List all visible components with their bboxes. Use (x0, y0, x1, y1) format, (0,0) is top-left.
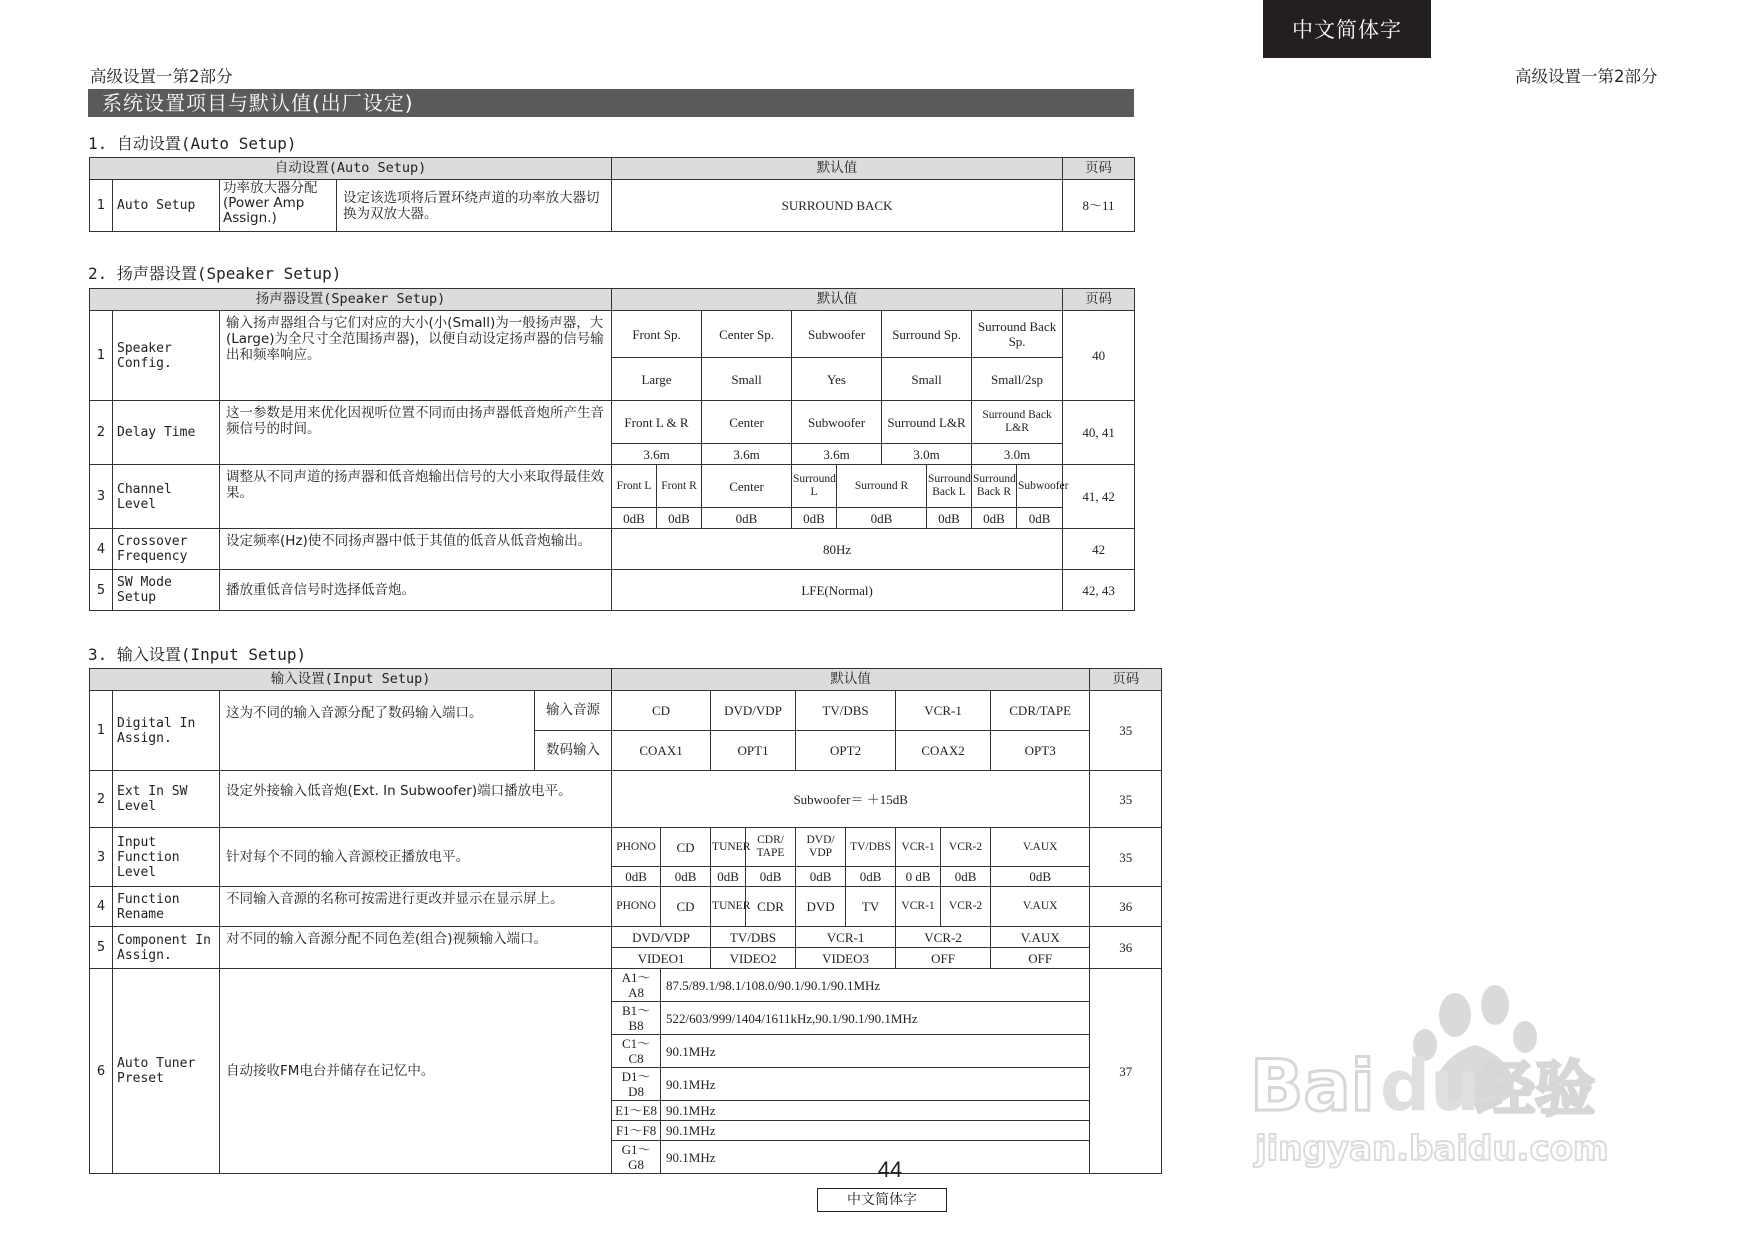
input-source: CD (612, 691, 711, 731)
svg-text:Bai: Bai (1250, 1045, 1375, 1127)
default-value: LFE(Normal) (612, 570, 1063, 611)
function-name: TV (846, 887, 896, 927)
default-value: 0dB (702, 508, 792, 529)
section-2-title: 2. 扬声器设置(Speaker Setup) (88, 264, 342, 283)
function-name: VCR-2 (941, 887, 991, 927)
preset-band: E1～E8 (612, 1101, 661, 1121)
preset-band: B1～B8 (612, 1002, 661, 1035)
setting-description: 这一参数是用来优化因视听位置不同而由扬声器低音炮所产生音频信号的时间。 (220, 401, 612, 465)
table-header: 输入设置(Input Setup) (90, 669, 612, 691)
default-value: Small/2sp (972, 358, 1063, 401)
section-3-title: 3. 输入设置(Input Setup) (88, 645, 307, 664)
setting-name: Auto Tuner Preset (113, 969, 220, 1174)
function-name: CD (661, 887, 711, 927)
default-value: SURROUND BACK (612, 180, 1063, 232)
input-source: CDR/TAPE (991, 691, 1090, 731)
page-title: 系统设置项目与默认值(出厂设定) (88, 89, 1134, 117)
default-value: 0dB (846, 867, 896, 887)
default-value: 3.0m (972, 444, 1063, 465)
preset-value: 90.1MHz (661, 1141, 1090, 1174)
function-name: VCR-1 (896, 887, 941, 927)
row-number: 6 (90, 969, 113, 1174)
table-header: 默认值 (612, 158, 1063, 180)
function-label: TUNER (711, 828, 746, 867)
channel-label: Surround R (837, 465, 927, 508)
setting-name: SW Mode Setup (113, 570, 220, 611)
setting-description: 设定频率(Hz)使不同扬声器中低于其值的低音从低音炮输出。 (220, 529, 612, 570)
page-ref: 40 (1063, 311, 1135, 401)
digital-input: COAX1 (612, 731, 711, 771)
speaker-label: Surround Back Sp. (972, 311, 1063, 358)
page-ref: 37 (1090, 969, 1162, 1174)
preset-value: 87.5/89.1/98.1/108.0/90.1/90.1/90.1MHz (661, 969, 1090, 1002)
row-number: 1 (90, 180, 113, 232)
svg-text:经验: 经验 (1475, 1055, 1595, 1125)
setting-name: Auto Setup (113, 180, 220, 232)
digital-input-label: 数码输入 (535, 731, 612, 771)
preset-value: 90.1MHz (661, 1068, 1090, 1101)
section-header-right: 高级设置一第2部分 (1515, 67, 1658, 86)
default-value: 3.6m (702, 444, 792, 465)
input-source: TV/DBS (796, 691, 896, 731)
setting-description: 设定外接输入低音炮(Ext. In Subwoofer)端口播放电平。 (220, 771, 612, 828)
preset-band: C1～C8 (612, 1035, 661, 1068)
table-header: 默认值 (612, 669, 1090, 691)
row-number: 3 (90, 828, 113, 887)
preset-value: 90.1MHz (661, 1035, 1090, 1068)
page-ref: 36 (1090, 887, 1162, 927)
speaker-label: Center Sp. (702, 311, 792, 358)
setting-name: Speaker Config. (113, 311, 220, 401)
channel-label: Center (702, 465, 792, 508)
digital-input: COAX2 (896, 731, 991, 771)
speaker-label: Surround Back L&R (972, 401, 1063, 444)
setting-description: 调整从不同声道的扬声器和低音炮输出信号的大小来取得最佳效果。 (220, 465, 612, 529)
default-value: 0dB (711, 867, 746, 887)
default-value: Small (702, 358, 792, 401)
setting-name: Delay Time (113, 401, 220, 465)
setting-subname: 功率放大器分配(Power Amp Assign.) (220, 180, 337, 232)
page-ref: 35 (1090, 828, 1162, 887)
component-label: VCR-2 (896, 927, 991, 948)
input-source-label: 输入音源 (535, 691, 612, 731)
page-ref: 42, 43 (1063, 570, 1135, 611)
preset-band: A1～A8 (612, 969, 661, 1002)
setting-description: 自动接收FM电台并储存在记忆中。 (220, 969, 612, 1174)
speaker-label: Subwoofer (792, 401, 882, 444)
setting-name: Channel Level (113, 465, 220, 529)
speaker-label: Front Sp. (612, 311, 702, 358)
page-ref: 35 (1090, 771, 1162, 828)
component-label: DVD/VDP (612, 927, 711, 948)
setting-description: 不同输入音源的名称可按需进行更改并显示在显示屏上。 (220, 887, 612, 927)
default-value: 0dB (927, 508, 972, 529)
function-name: CDR (746, 887, 796, 927)
default-value: 80Hz (612, 529, 1063, 570)
default-value: 0dB (657, 508, 702, 529)
preset-value: 522/603/999/1404/1611kHz,90.1/90.1/90.1MHz (661, 1002, 1090, 1035)
function-label: VCR-1 (896, 828, 941, 867)
default-value: 0dB (792, 508, 837, 529)
default-value: Small (882, 358, 972, 401)
page-ref: 36 (1090, 927, 1162, 969)
channel-label: Surround Back R (972, 465, 1017, 508)
preset-band: D1～D8 (612, 1068, 661, 1101)
input-setup-table (89, 668, 1162, 1174)
channel-label: Front R (657, 465, 702, 508)
setting-name: Component In Assign. (113, 927, 220, 969)
setting-description: 针对每个不同的输入音源校正播放电平。 (220, 828, 612, 887)
row-number: 4 (90, 887, 113, 927)
language-tab: 中文简体字 (1263, 0, 1431, 58)
setting-name: Digital In Assign. (113, 691, 220, 771)
default-value: 0dB (746, 867, 796, 887)
row-number: 2 (90, 771, 113, 828)
row-number: 1 (90, 311, 113, 401)
setting-description: 设定该选项将后置环绕声道的功率放大器切换为双放大器。 (337, 180, 612, 232)
speaker-label: Surround L&R (882, 401, 972, 444)
setting-description: 这为不同的输入音源分配了数码输入端口。 (220, 691, 535, 771)
default-value: 0dB (661, 867, 711, 887)
page-ref: 41, 42 (1063, 465, 1135, 529)
page-ref: 8～11 (1063, 180, 1135, 232)
function-label: TV/DBS (846, 828, 896, 867)
setting-description: 播放重低音信号时选择低音炮。 (220, 570, 612, 611)
default-value: VIDEO3 (796, 948, 896, 969)
digital-input: OPT1 (711, 731, 796, 771)
section-header-left: 高级设置一第2部分 (90, 67, 233, 86)
function-name: V.AUX (991, 887, 1090, 927)
row-number: 5 (90, 927, 113, 969)
default-value: 0dB (991, 867, 1090, 887)
component-label: V.AUX (991, 927, 1090, 948)
function-name: DVD (796, 887, 846, 927)
function-label: CDR/ TAPE (746, 828, 796, 867)
row-number: 4 (90, 529, 113, 570)
default-value: Subwoofer＝ ＋15dB (612, 771, 1090, 828)
page-number: 44 (877, 1157, 903, 1182)
svg-text:du: du (1380, 1045, 1480, 1127)
page-ref: 40, 41 (1063, 401, 1135, 465)
speaker-label: Subwoofer (792, 311, 882, 358)
default-value: Yes (792, 358, 882, 401)
setting-description: 对不同的输入音源分配不同色差(组合)视频输入端口。 (220, 927, 612, 969)
channel-label: Front L (612, 465, 657, 508)
function-name: PHONO (612, 887, 661, 927)
setting-name: Ext In SW Level (113, 771, 220, 828)
default-value: 0dB (612, 867, 661, 887)
baidu-watermark-logo (1250, 975, 1660, 1175)
channel-label: Subwoofer (1017, 465, 1063, 508)
function-label: VCR-2 (941, 828, 991, 867)
default-value: Large (612, 358, 702, 401)
speaker-label: Front L & R (612, 401, 702, 444)
input-source: VCR-1 (896, 691, 991, 731)
speaker-label: Surround Sp. (882, 311, 972, 358)
default-value: 0dB (837, 508, 927, 529)
table-header: 默认值 (612, 289, 1063, 311)
speaker-setup-table (89, 288, 1135, 611)
setting-description: 输入扬声器组合与它们对应的大小(小(Small)为一般扬声器，大(Large)为全尺寸全范围扬声器)，以便自动设定扬声器的信号输出和频率响应。 (220, 311, 612, 401)
speaker-label: Center (702, 401, 792, 444)
footer-language-label: 中文简体字 (817, 1188, 947, 1212)
preset-value: 90.1MHz (661, 1121, 1090, 1141)
default-value: 3.6m (612, 444, 702, 465)
component-label: TV/DBS (711, 927, 796, 948)
page-ref: 42 (1063, 529, 1135, 570)
default-value: VIDEO2 (711, 948, 796, 969)
preset-value: 90.1MHz (661, 1101, 1090, 1121)
default-value: OFF (991, 948, 1090, 969)
table-header: 页码 (1090, 669, 1162, 691)
default-value: VIDEO1 (612, 948, 711, 969)
default-value: 3.6m (792, 444, 882, 465)
preset-band: F1～F8 (612, 1121, 661, 1141)
setting-name: Function Rename (113, 887, 220, 927)
function-label: CD (661, 828, 711, 867)
default-value: 0dB (1017, 508, 1063, 529)
default-value: OFF (896, 948, 991, 969)
digital-input: OPT2 (796, 731, 896, 771)
row-number: 1 (90, 691, 113, 771)
row-number: 5 (90, 570, 113, 611)
default-value: 0 dB (896, 867, 941, 887)
section-1-title: 1. 自动设置(Auto Setup) (88, 134, 297, 153)
default-value: 3.0m (882, 444, 972, 465)
default-value: 0dB (972, 508, 1017, 529)
function-label: PHONO (612, 828, 661, 867)
setting-name: Input Function Level (113, 828, 220, 887)
function-label: DVD/ VDP (796, 828, 846, 867)
table-header: 页码 (1063, 158, 1135, 180)
digital-input: OPT3 (991, 731, 1090, 771)
table-header: 页码 (1063, 289, 1135, 311)
component-label: VCR-1 (796, 927, 896, 948)
row-number: 2 (90, 401, 113, 465)
page-ref: 35 (1090, 691, 1162, 771)
svg-text:jingyan.baidu.com: jingyan.baidu.com (1255, 1129, 1609, 1169)
function-label: V.AUX (991, 828, 1090, 867)
channel-label: Surround L (792, 465, 837, 508)
channel-label: Surround Back L (927, 465, 972, 508)
preset-band: G1～G8 (612, 1141, 661, 1174)
default-value: 0dB (796, 867, 846, 887)
table-header: 自动设置(Auto Setup) (90, 158, 612, 180)
default-value: 0dB (612, 508, 657, 529)
row-number: 3 (90, 465, 113, 529)
default-value: 0dB (941, 867, 991, 887)
function-name: TUNER (711, 887, 746, 927)
setting-name: Crossover Frequency (113, 529, 220, 570)
table-header: 扬声器设置(Speaker Setup) (90, 289, 612, 311)
auto-setup-table (89, 157, 1135, 232)
input-source: DVD/VDP (711, 691, 796, 731)
